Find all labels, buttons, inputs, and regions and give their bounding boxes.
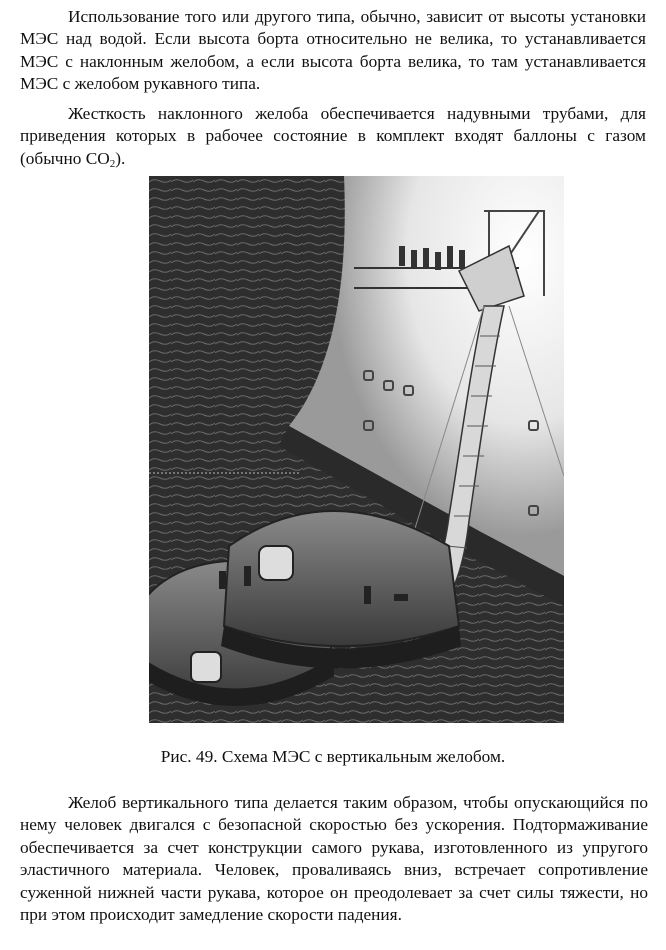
evacuation-system-drawing [149,176,564,723]
paragraph-2-text: Жесткость наклонного желоба обеспечивается надувными трубами, для приведения которых в рабочее состояние в комплект входят баллоны с газом (обычно CO [20,104,646,168]
paragraph-3: Желоб вертикального типа делается таким образом, чтобы опускающийся по нему человек двигался с безопасной скоростью без ускорения. Подтормаживание обеспечивается за счет конструкции самого рукава, изготовленного из упругого эластичного материала. Человек, проваливаясь вниз, встречает сопротивление суженной нижней части рукава, которое он преодолевает за счет силы тяжести, но при этом происходит замедление скорости падения. [20,793,648,925]
figure-caption: Рис. 49. Схема МЭС с вертикальным желобом. [160,747,506,766]
paragraph-1: Использование того или другого типа, обычно, зависит от высоты установки МЭС над водой. Если высота борта относительно не велика, то устанавливается МЭС с наклонным желобом, а если высота борта велика, то там устанавливается МЭС с желобом рукавного типа. [20,7,646,94]
paragraph-2 [20,103,646,170]
liferaft-main-door [259,546,293,580]
paragraph-2-end: ). [115,148,126,168]
figure-illustration [149,176,564,723]
co2-subscript: 2 [109,157,116,170]
liferaft-front-door [191,652,221,682]
